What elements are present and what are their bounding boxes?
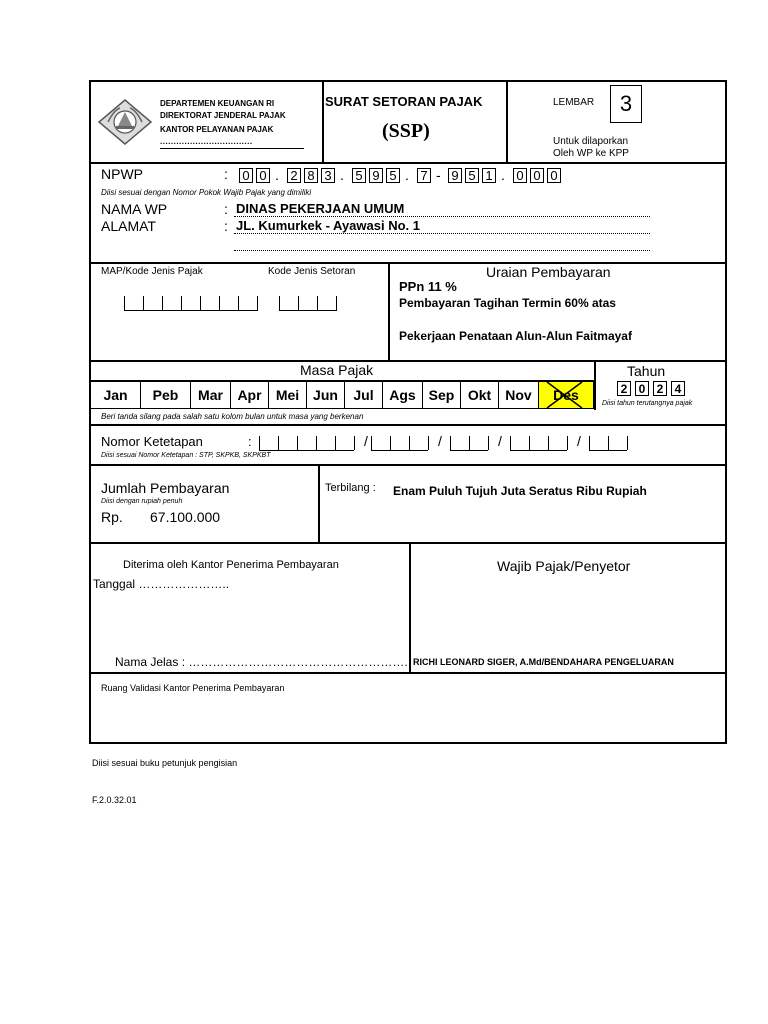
ketetapan-note: Diisi sesuai Nomor Ketetapan : STP, SKPKB, SKPKBT (101, 452, 271, 459)
alamat-label: ALAMAT (101, 218, 156, 234)
npwp-digit-box: 0 (547, 168, 561, 183)
npwp-digit-box: 8 (304, 168, 318, 183)
ketetapan-label: Nomor Ketetapan (101, 434, 203, 449)
lembar-note2: Oleh WP ke KPP (553, 148, 629, 159)
lembar-label: LEMBAR (553, 97, 595, 108)
ketetapan-box-group (371, 436, 428, 451)
npwp-separator: . (275, 167, 279, 183)
month-label: Mei (275, 387, 300, 403)
validasi-label: Ruang Validasi Kantor Penerima Pembayaran (101, 683, 285, 693)
ketetapan-slash: / (438, 433, 442, 449)
map-label: MAP/Kode Jenis Pajak (101, 266, 203, 277)
month-note: Beri tanda silang pada salah satu kolom bulan untuk masa yang berkenan (101, 412, 364, 421)
month-cell-okt[interactable] (461, 382, 499, 408)
year-digit-box: 0 (635, 381, 649, 396)
setoran-label: Kode Jenis Setoran (268, 266, 356, 277)
jumlah-amount: 67.100.000 (150, 509, 221, 525)
tahun-label: Tahun (627, 363, 666, 379)
ketetapan-box-group (450, 436, 488, 451)
npwp-digit-box: 5 (386, 168, 400, 183)
ketetapan-slash: / (364, 433, 368, 449)
lembar-box (610, 85, 642, 123)
setoran-code-boxes (279, 296, 337, 311)
ketetapan-slash: / (498, 433, 502, 449)
ministry-logo (96, 98, 154, 146)
jumlah-note: Diisi dengan rupiah penuh (101, 498, 183, 505)
month-cell-jun[interactable] (307, 382, 345, 408)
ketetapan-slash: / (577, 433, 581, 449)
npwp-digit-box: 9 (369, 168, 383, 183)
dept-line3: KANTOR PELAYANAN PAJAK (160, 125, 274, 134)
uraian-line3: Pekerjaan Penataan Alun-Alun Faitmayaf (399, 329, 632, 343)
year-digit-box: 4 (671, 381, 685, 396)
month-label: Jun (313, 387, 338, 403)
month-cell-jan[interactable] (91, 382, 141, 408)
ketetapan-box-group (510, 436, 567, 451)
npwp-colon: : (224, 166, 228, 182)
npwp-digit-box: 9 (448, 168, 462, 183)
month-label: Mar (198, 387, 223, 403)
npwp-separator: . (501, 167, 505, 183)
tahun-note: Diisi tahun terutangnya pajak (602, 400, 693, 407)
nama-colon: : (224, 201, 228, 217)
npwp-digit-box: 1 (482, 168, 496, 183)
npwp-digit-box: 0 (530, 168, 544, 183)
form-title: SURAT SETORAN PAJAK (325, 94, 483, 109)
dept-line1: DEPARTEMEN KEUANGAN RI (160, 99, 275, 108)
dept-underline (160, 148, 304, 149)
month-label: Jul (353, 387, 374, 403)
month-label: Peb (152, 387, 179, 403)
ketetapan-box-group (589, 436, 627, 451)
nama-jelas-field: Nama Jelas : ………………………………………………. (115, 655, 408, 669)
masa-label: Masa Pajak (300, 362, 374, 378)
npwp-digit-box: 0 (513, 168, 527, 183)
month-cell-ags[interactable] (383, 382, 423, 408)
ssp-form (89, 80, 727, 744)
year-digit-box: 2 (653, 381, 667, 396)
uraian-line2: Pembayaran Tagihan Termin 60% atas (399, 296, 616, 310)
alamat-value: JL. Kumurkek - Ayawasi No. 1 (236, 218, 420, 233)
month-label: Nov (505, 387, 532, 403)
map-code-boxes (124, 296, 258, 311)
npwp-digit-box: 0 (256, 168, 270, 183)
month-cell-nov[interactable] (499, 382, 539, 408)
ketetapan-box-group (259, 436, 354, 451)
lembar-note1: Untuk dilaporkan (553, 136, 629, 147)
penerima-title: Diterima oleh Kantor Penerima Pembayaran (123, 559, 339, 571)
month-cell-sep[interactable] (423, 382, 461, 408)
footer-code: F.2.0.32.01 (92, 795, 137, 805)
dept-line4: .................................. (160, 137, 253, 146)
nama-value: DINAS PEKERJAAN UMUM (236, 201, 405, 216)
npwp-label: NPWP (101, 166, 143, 182)
npwp-note: Diisi sesuai dengan Nomor Pokok Wajib Pajak yang dimiliki (101, 188, 312, 197)
month-cell-jul[interactable] (345, 382, 383, 408)
footer-note: Diisi sesuai buku petunjuk pengisian (92, 758, 238, 768)
uraian-label: Uraian Pembayaran (486, 264, 611, 280)
month-label: Apr (237, 387, 262, 403)
uraian-line1: PPn 11 % (399, 279, 457, 294)
month-cell-mei[interactable] (269, 382, 307, 408)
dept-line2: DIREKTORAT JENDERAL PAJAK (160, 111, 286, 120)
nama-label: NAMA WP (101, 201, 168, 217)
npwp-digit-box: 5 (352, 168, 366, 183)
month-cell-peb[interactable] (141, 382, 191, 408)
npwp-digit-box: 3 (321, 168, 335, 183)
month-label: Ags (389, 387, 416, 403)
npwp-digit-box: 0 (239, 168, 253, 183)
year-digit-box: 2 (617, 381, 631, 396)
currency-label: Rp. (101, 509, 123, 525)
lembar-value: 3 (619, 91, 633, 116)
ketetapan-colon: : (248, 434, 252, 449)
wp-penyetor-name: RICHI LEONARD SIGER, A.Md/BENDAHARA PENGELUARAN (413, 657, 674, 667)
month-label: Okt (467, 387, 492, 403)
jumlah-label: Jumlah Pembayaran (101, 480, 230, 496)
terbilang-value: Enam Puluh Tujuh Juta Seratus Ribu Rupiah (393, 484, 647, 498)
wp-penyetor-title: Wajib Pajak/Penyetor (497, 558, 631, 574)
tanggal-field: Tanggal ………………….. (93, 577, 230, 591)
month-cell-apr[interactable] (231, 382, 269, 408)
form-subtitle: (SSP) (382, 120, 430, 142)
npwp-digit-box: 2 (287, 168, 301, 183)
npwp-separator: . (405, 167, 409, 183)
npwp-digit-box: 5 (465, 168, 479, 183)
npwp-separator: . (340, 167, 344, 183)
month-label: Jan (103, 387, 128, 403)
terbilang-label: Terbilang : (325, 482, 376, 494)
month-cell-mar[interactable] (191, 382, 231, 408)
month-cell-des[interactable] (539, 382, 594, 408)
month-label: Des (553, 387, 579, 403)
npwp-separator: - (436, 167, 441, 183)
alamat-colon: : (224, 218, 228, 234)
npwp-digit-box: 7 (417, 168, 431, 183)
month-label: Sep (428, 387, 455, 403)
